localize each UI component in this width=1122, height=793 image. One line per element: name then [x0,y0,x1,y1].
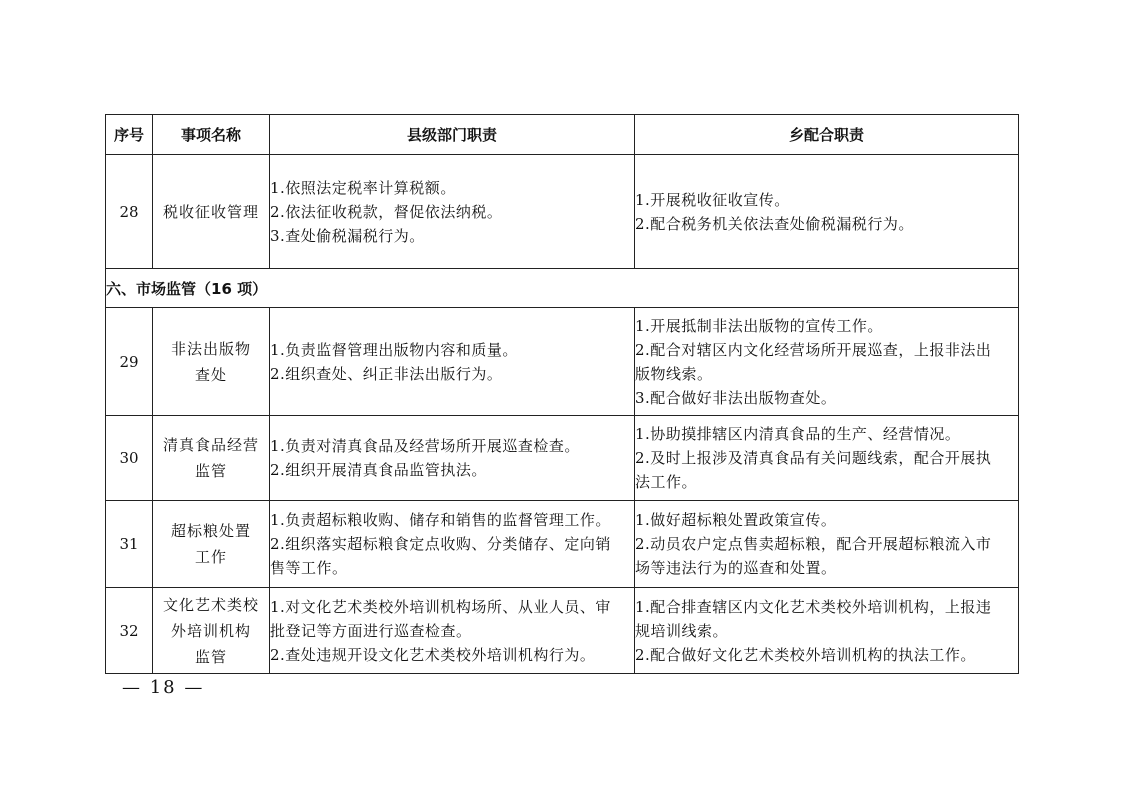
table-row [106,308,1019,416]
row-number: 31 [106,501,153,588]
duty-line: 1.对文化艺术类校外培训机构场所、从业人员、审 [270,597,611,616]
duty-line: 2.配合税务机关依法查处偷税漏税行为。 [635,214,914,233]
duty-line: 2.配合对辖区内文化经营场所开展巡查，上报非法出 [635,340,992,359]
duty-line: 2.组织落实超标粮食定点收购、分类储存、定向销 [270,535,611,553]
table-row [106,416,1019,501]
duty-line: 1.负责监督管理出版物内容和质量。 [270,340,518,359]
item-name-line: 外培训机构 [170,621,251,640]
duty-line: 法工作。 [635,473,698,491]
header-township: 乡配合职责 [635,115,1019,155]
item-name [153,308,270,416]
duty-line: 1.负责对清真食品及经营场所开展巡查检查。 [270,437,580,455]
county-duties [270,308,635,416]
township-duties [635,155,1019,269]
duty-line: 1.协助摸排辖区内清真食品的生产、经营情况。 [635,425,961,443]
duty-line: 1.开展税收征收宣传。 [635,190,790,209]
duty-line: 2.组织开展清真食品监管执法。 [270,461,487,479]
item-name-line: 文化艺术类校 [162,595,259,614]
item-name [153,501,270,588]
row-number: 30 [106,416,153,501]
duty-line: 2.动员农户定点售卖超标粮，配合开展超标粮流入市 [635,535,992,553]
township-duties [635,308,1019,416]
item-name-line: 清真食品经营 [162,436,259,454]
section-row [106,269,1019,308]
item-name-line: 工作 [194,548,227,566]
table-row [106,501,1019,588]
item-name [153,155,270,269]
duty-line: 2.组织查处、纠正非法出版行为。 [270,364,503,383]
duty-line: 批登记等方面进行巡查检查。 [270,621,472,640]
header-name: 事项名称 [153,115,270,155]
duty-line: 3.查处偷税漏税行为。 [270,226,425,245]
duty-line: 2.依法征收税款，督促依法纳税。 [270,202,503,221]
item-name-line: 超标粮处置 [170,522,251,540]
township-duties [635,416,1019,501]
duty-line: 1.做好超标粮处置政策宣传。 [635,511,837,529]
row-number: 28 [106,155,153,269]
duty-line: 版物线索。 [635,364,713,383]
township-duties [635,588,1019,674]
duty-line: 场等违法行为的巡查和处置。 [635,559,837,577]
item-name-line: 查处 [194,365,227,384]
duty-line: 规培训线索。 [635,621,729,640]
header-county: 县级部门职责 [270,115,635,155]
page-number: — 18 — [122,677,205,698]
duty-line: 1.负责超标粮收购、储存和销售的监督管理工作。 [270,511,611,529]
row-number: 32 [106,588,153,674]
township-duties [635,501,1019,588]
header-no: 序号 [106,115,153,155]
item-name [153,416,270,501]
item-name-line: 非法出版物 [170,339,251,358]
county-duties [270,416,635,501]
item-name [153,588,270,674]
duty-line: 3.配合做好非法出版物查处。 [635,388,837,407]
county-duties [270,588,635,674]
county-duties [270,155,635,269]
item-name-line: 监管 [194,647,227,666]
duty-line: 1.依照法定税率计算税额。 [270,178,456,197]
duty-line: 2.及时上报涉及清真食品有关问题线索，配合开展执 [635,449,992,467]
duty-line: 1.配合排查辖区内文化艺术类校外培训机构，上报违 [635,597,992,616]
county-duties [270,501,635,588]
row-number: 29 [106,308,153,416]
duty-line: 2.查处违规开设文化艺术类校外培训机构行为。 [270,645,596,664]
duty-line: 2.配合做好文化艺术类校外培训机构的执法工作。 [635,645,976,664]
table-header-row [106,115,1019,155]
duties-table [105,114,1019,674]
item-name-line: 税收征收管理 [162,202,259,221]
table-row [106,588,1019,674]
duty-line: 售等工作。 [270,559,348,577]
item-name-line: 监管 [194,462,227,480]
table-row [106,155,1019,269]
duty-line: 1.开展抵制非法出版物的宣传工作。 [635,316,883,335]
section-title: 六、市场监管（16 项） [106,269,1019,308]
